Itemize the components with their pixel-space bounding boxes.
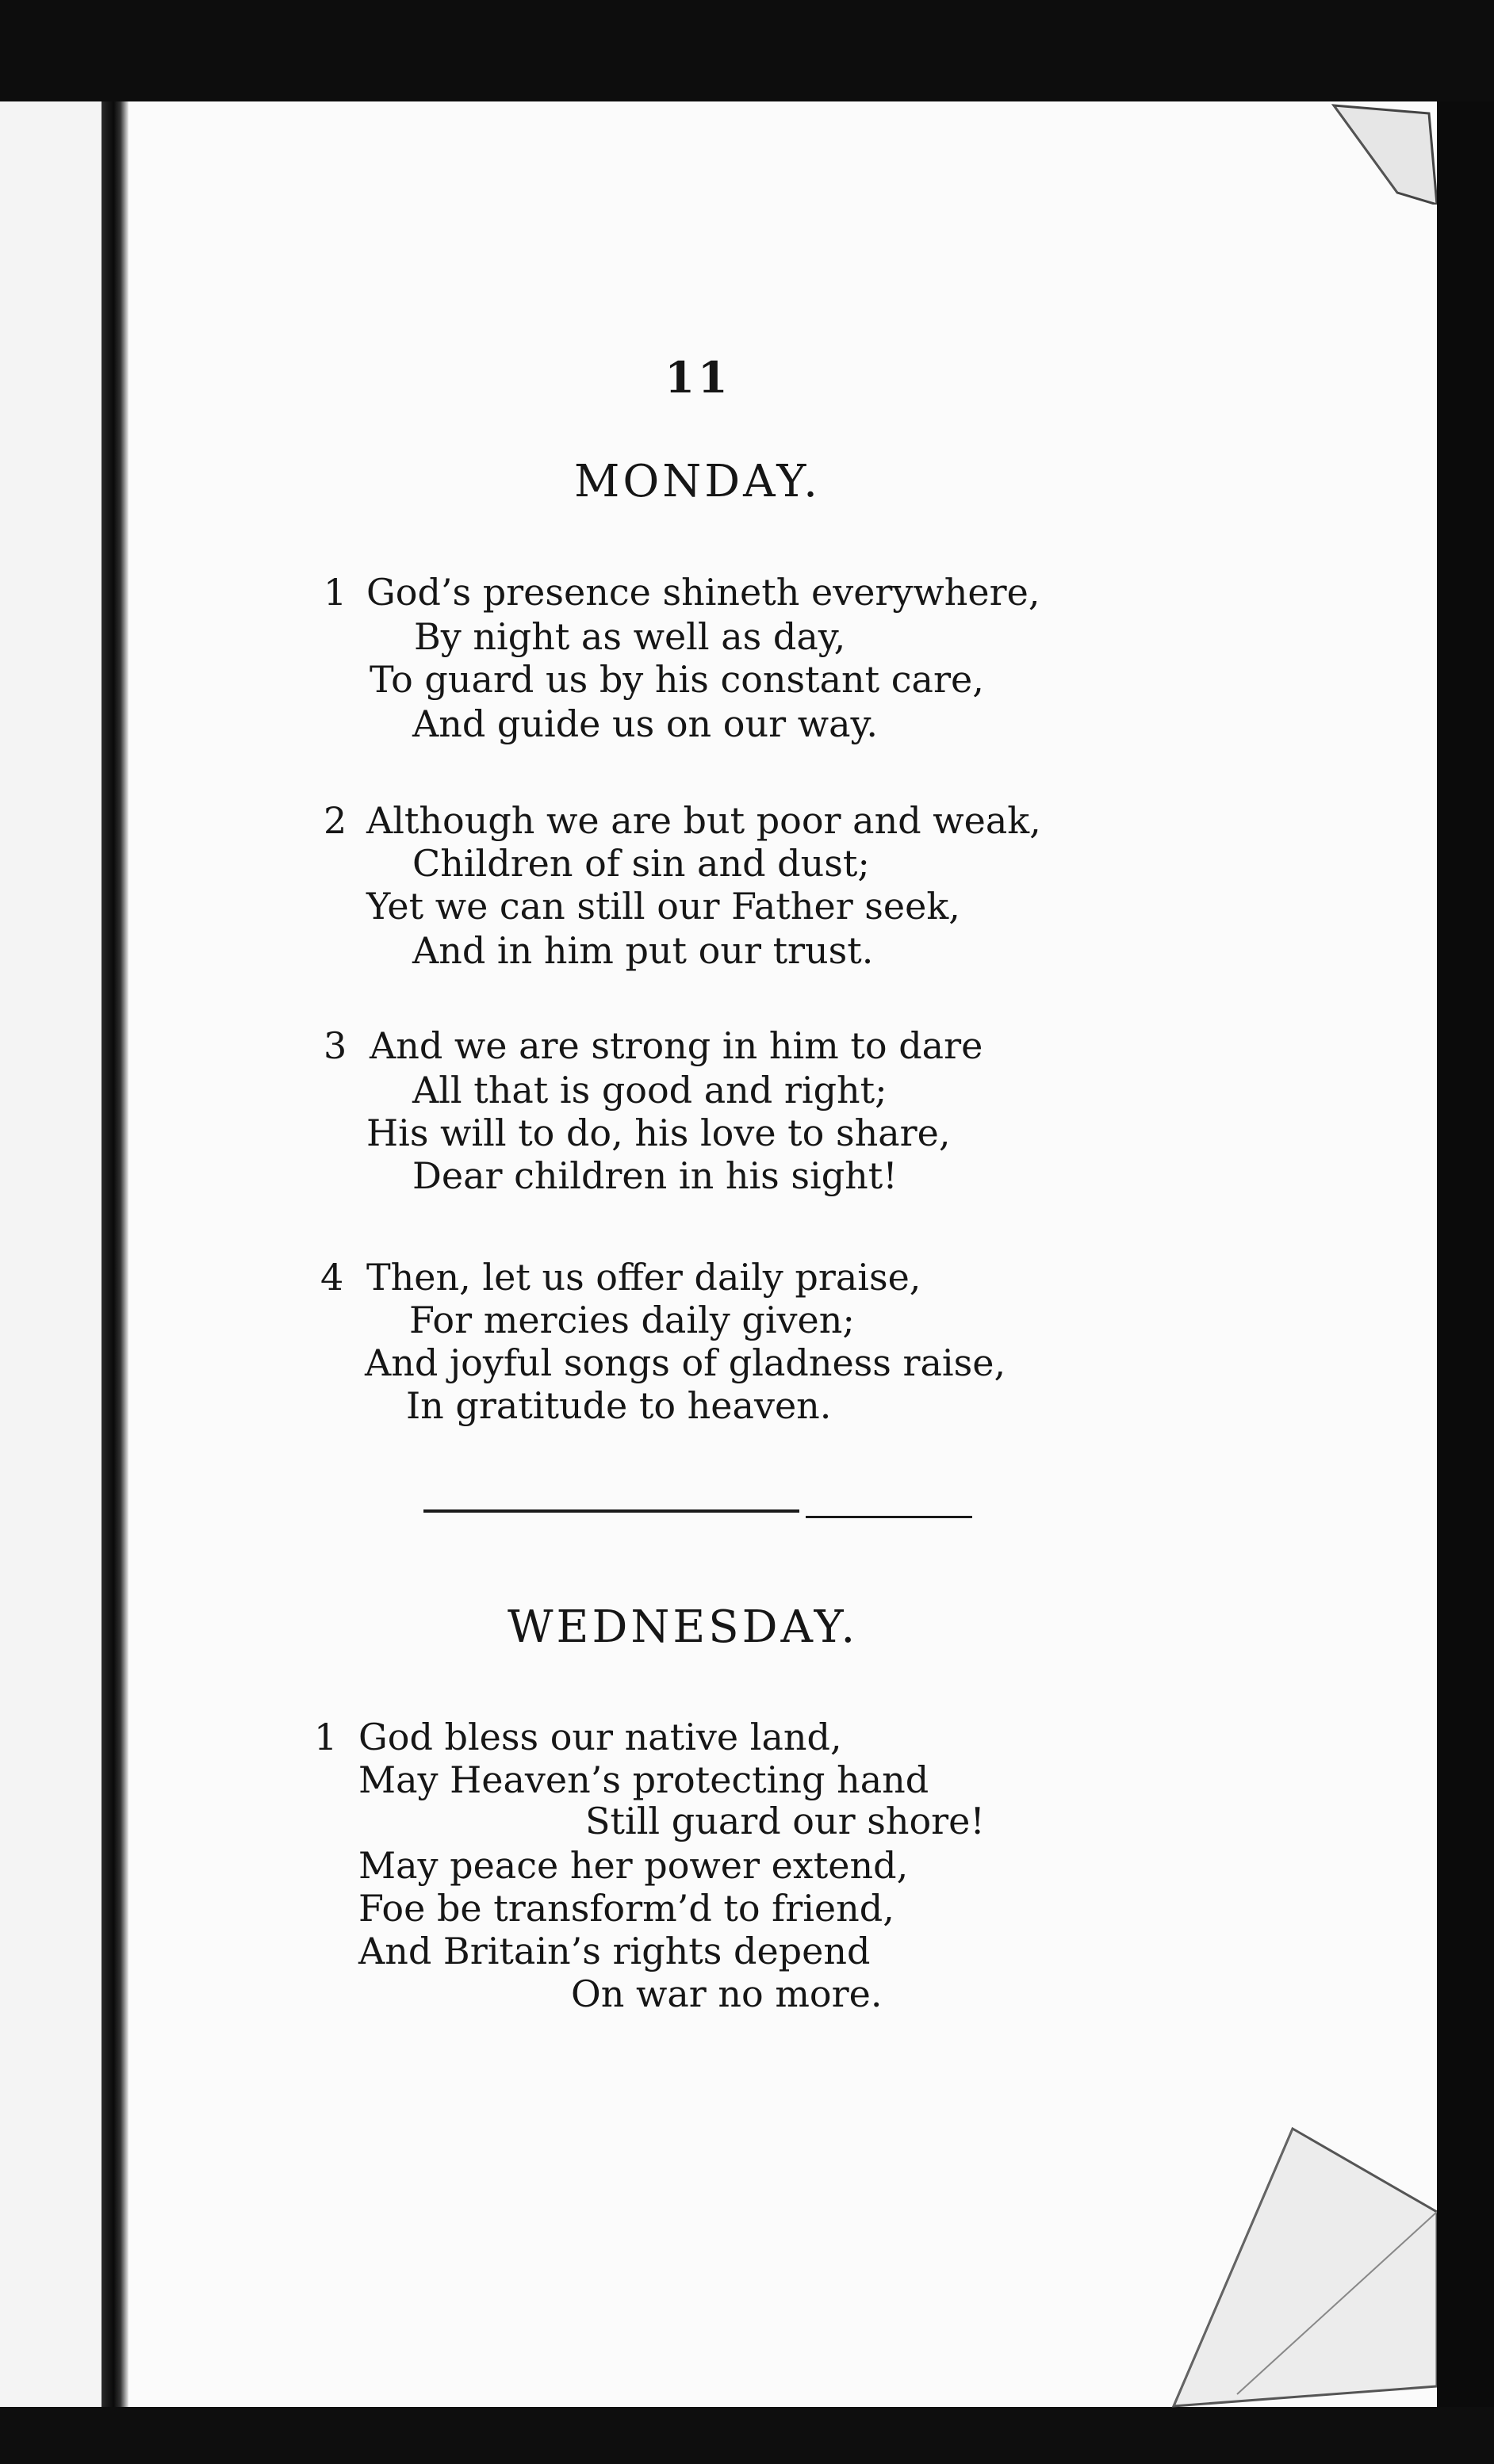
verse-line: And we are strong in him to dare — [370, 1024, 983, 1067]
verse-line: Children of sin and dust; — [412, 842, 870, 885]
section-divider-rule — [423, 1509, 799, 1513]
page-number: 11 — [665, 352, 731, 403]
verse-line: May Heaven’s protecting hand — [358, 1758, 929, 1801]
stanza-number: 2 — [324, 799, 347, 842]
verse-line: In gratitude to heaven. — [406, 1384, 832, 1427]
verse-line: And in him put our trust. — [412, 929, 874, 972]
verse-line: For mercies daily given; — [409, 1299, 855, 1341]
verse-line: His will to do, his love to share, — [366, 1111, 951, 1154]
verse-line: Then, let us offer daily praise, — [366, 1256, 921, 1299]
verse-line: God bless our native land, — [358, 1716, 842, 1758]
verse-line: And Britain’s rights depend — [358, 1930, 871, 1972]
stanza-number: 4 — [320, 1256, 344, 1299]
section-title-wednesday: WEDNESDAY. — [508, 1601, 859, 1653]
stanza-number: 3 — [324, 1024, 347, 1067]
section-divider-rule-segment — [806, 1516, 972, 1518]
verse-line: By night as well as day, — [414, 615, 846, 658]
verse-line: And joyful songs of gladness raise, — [365, 1341, 1006, 1384]
stanza-number: 1 — [314, 1716, 338, 1758]
verse-line: Dear children in his sight! — [412, 1154, 898, 1197]
verse-line: Foe be transform’d to friend, — [358, 1887, 894, 1930]
verse-line: God’s presence shineth everywhere, — [366, 571, 1040, 614]
verse-line: Although we are but poor and weak, — [366, 799, 1041, 842]
verse-line: And guide us on our way. — [412, 702, 879, 745]
verse-line: Still guard our shore! — [585, 1800, 985, 1842]
verse-line: All that is good and right; — [412, 1069, 887, 1111]
verse-line: To guard us by his constant care, — [370, 658, 984, 701]
verse-line: May peace her power extend, — [358, 1844, 909, 1887]
verse-line: On war no more. — [571, 1972, 883, 2015]
verse-line: Yet we can still our Father seek, — [366, 885, 960, 928]
stanza-number: 1 — [324, 571, 347, 614]
section-title-monday: MONDAY. — [574, 456, 821, 507]
